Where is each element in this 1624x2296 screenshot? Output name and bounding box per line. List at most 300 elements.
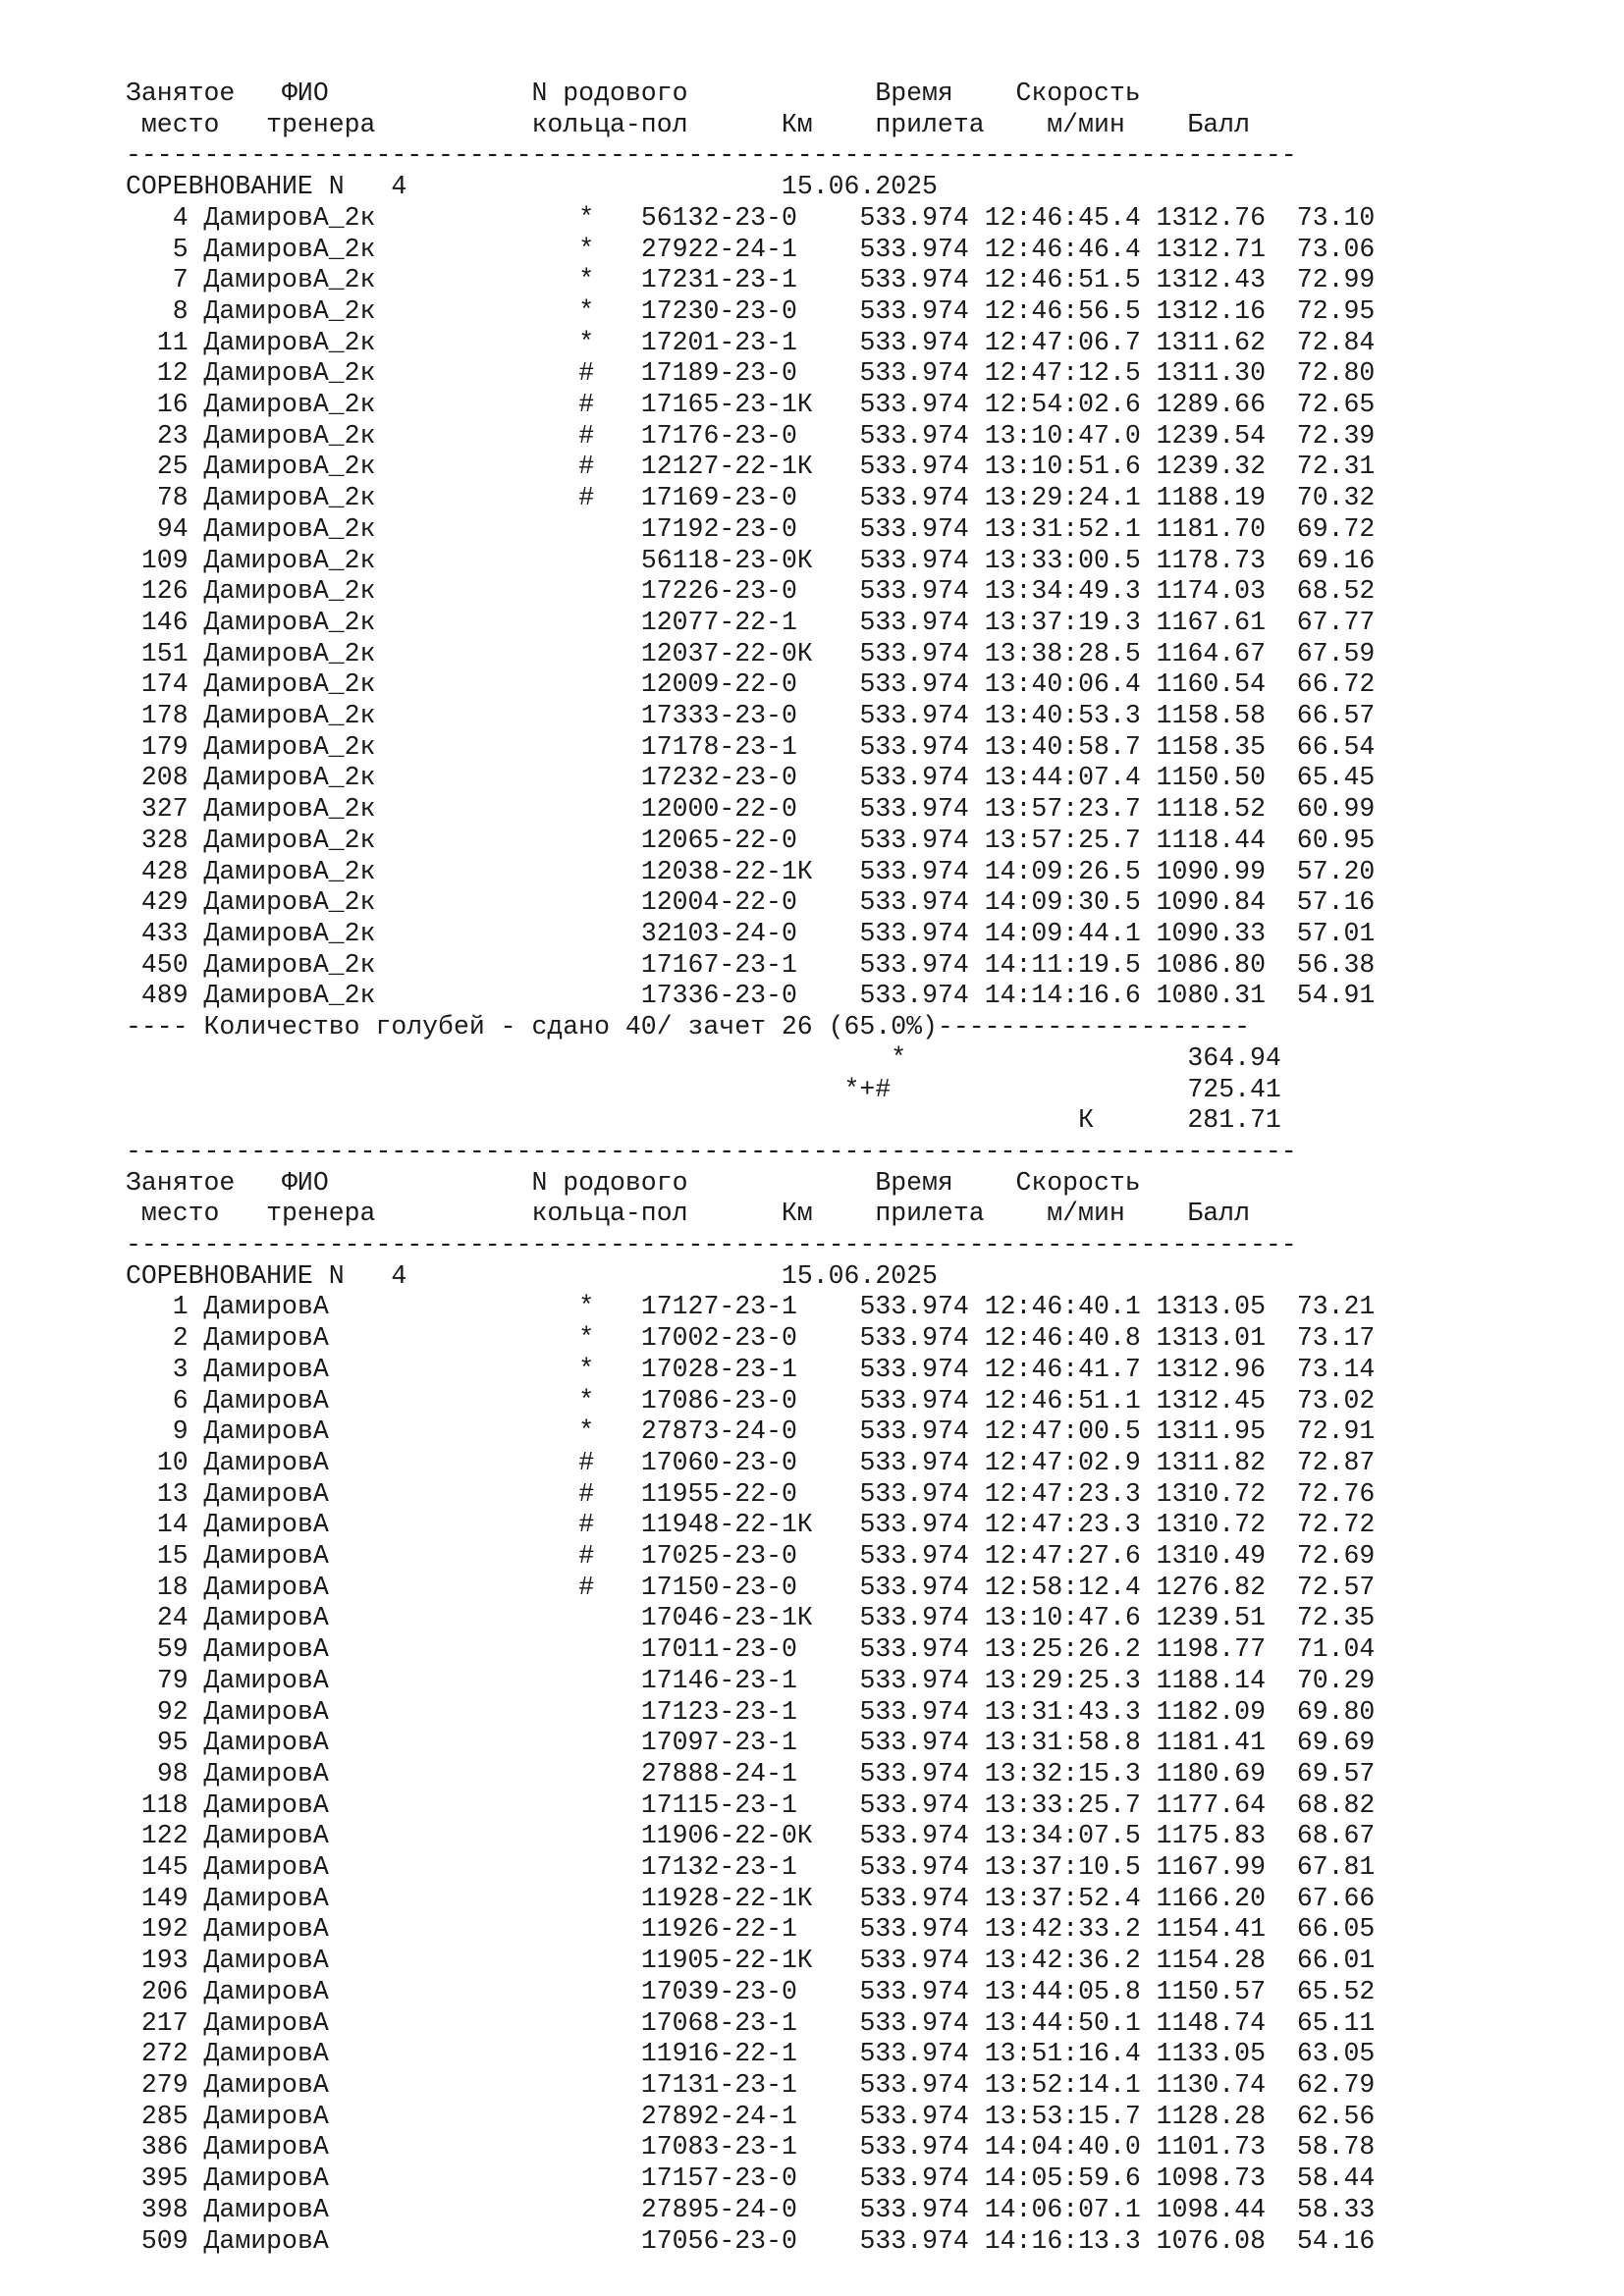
speed-cell: 1198.77: [1156, 1634, 1266, 1665]
trainer-cell: ДамировА: [203, 1323, 329, 1354]
time-cell: 13:37:19.3: [984, 607, 1141, 637]
trainer-cell: ДамировА_2к: [203, 794, 376, 825]
separator-line: ---------------------------------------------------------------------------: [126, 140, 1297, 171]
time-cell: 14:09:44.1: [984, 918, 1141, 948]
place-cell: 398: [140, 2194, 189, 2224]
speed-cell: 1154.41: [1156, 1914, 1266, 1945]
speed-cell: 1311.62: [1156, 327, 1266, 357]
place-cell: 395: [140, 2163, 189, 2194]
speed-cell: 1090.84: [1156, 887, 1266, 918]
score-cell: 69.16: [1296, 545, 1376, 575]
place-cell: 92: [156, 1696, 189, 1727]
place-cell: 5: [172, 234, 189, 264]
ring-cell: 17025-23-0: [640, 1541, 797, 1572]
score-cell: 58.78: [1296, 2132, 1376, 2163]
km-cell: 533.974: [859, 607, 969, 637]
score-cell: 66.54: [1296, 731, 1376, 762]
km-cell: 533.974: [859, 794, 969, 825]
ring-cell: 17068-23-1: [640, 2007, 797, 2038]
table-row: [126, 1448, 1375, 1477]
score-cell: 72.35: [1296, 1603, 1376, 1633]
place-cell: 208: [140, 763, 189, 793]
place-cell: 192: [140, 1914, 189, 1945]
score-cell: 66.72: [1296, 669, 1376, 700]
trainer-cell: ДамировА: [203, 1789, 329, 1820]
table-row: [126, 919, 1375, 948]
time-cell: 13:52:14.1: [984, 2070, 1141, 2100]
ring-cell: 11906-22-0К: [640, 1821, 813, 1851]
time-cell: 13:57:23.7: [984, 794, 1141, 825]
time-cell: 13:37:10.5: [984, 1852, 1141, 1883]
table-row: [126, 1292, 1375, 1321]
table-row: [126, 794, 1375, 824]
trainer-cell: ДамировА_2к: [203, 265, 376, 295]
ring-cell: 17039-23-0: [640, 1976, 797, 2006]
table-row: [126, 732, 1375, 762]
speed-cell: 1158.58: [1156, 701, 1266, 731]
time-cell: 14:09:30.5: [984, 887, 1141, 918]
speed-cell: 1118.52: [1156, 794, 1266, 825]
speed-cell: 1313.05: [1156, 1292, 1266, 1322]
trainer-cell: ДамировА: [203, 1758, 329, 1789]
place-cell: 146: [140, 607, 189, 637]
ring-cell: 12000-22-0: [640, 794, 797, 825]
km-cell: 533.974: [859, 390, 969, 420]
table-row: [126, 483, 1375, 512]
speed-cell: 1086.80: [1156, 949, 1266, 980]
results-report: [126, 79, 1375, 2257]
time-cell: 13:10:47.0: [984, 420, 1141, 451]
time-cell: 12:46:46.4: [984, 234, 1141, 264]
time-cell: 14:14:16.6: [984, 981, 1141, 1011]
km-cell: 533.974: [859, 1789, 969, 1820]
speed-cell: 1310.49: [1156, 1541, 1266, 1572]
time-cell: 12:46:40.1: [984, 1292, 1141, 1322]
score-cell: 72.87: [1296, 1447, 1376, 1477]
ring-cell: 17157-23-0: [640, 2163, 797, 2194]
time-cell: 13:31:43.3: [984, 1696, 1141, 1727]
table-row: [126, 546, 1375, 575]
ring-cell: 17189-23-0: [640, 358, 797, 389]
place-cell: 25: [156, 452, 189, 482]
time-cell: 12:47:12.5: [984, 358, 1141, 389]
speed-cell: 1090.99: [1156, 856, 1266, 886]
score-cell: 70.32: [1296, 483, 1376, 513]
time-cell: 13:38:28.5: [984, 638, 1141, 668]
ring-cell: 11905-22-1К: [640, 1946, 813, 1976]
place-cell: 14: [156, 1510, 189, 1540]
time-cell: 13:32:15.3: [984, 1758, 1141, 1789]
score-cell: 72.69: [1296, 1541, 1376, 1572]
speed-cell: 1311.95: [1156, 1416, 1266, 1447]
trainer-cell: ДамировА: [203, 1946, 329, 1976]
km-cell: 533.974: [859, 2070, 969, 2100]
km-cell: 533.974: [859, 763, 969, 793]
place-cell: 10: [156, 1447, 189, 1477]
place-cell: 78: [156, 483, 189, 513]
ring-cell: 17167-23-1: [640, 949, 797, 980]
score-cell: 57.20: [1296, 856, 1376, 886]
ring-cell: 17231-23-1: [640, 265, 797, 295]
time-cell: 13:51:16.4: [984, 2039, 1141, 2069]
speed-cell: 1312.96: [1156, 1354, 1266, 1384]
table-row: [126, 421, 1375, 451]
score-cell: 68.52: [1296, 576, 1376, 607]
ring-cell: 27873-24-0: [640, 1416, 797, 1447]
trainer-cell: ДамировА_2к: [203, 638, 376, 668]
trainer-cell: ДамировА_2к: [203, 856, 376, 886]
score-cell: 63.05: [1296, 2039, 1376, 2069]
ring-cell: 12127-22-1К: [640, 452, 813, 482]
place-cell: 149: [140, 1883, 189, 1913]
place-cell: 12: [156, 358, 189, 389]
table-row: [126, 857, 1375, 886]
ring-cell: 17150-23-0: [640, 1572, 797, 1602]
trainer-cell: ДамировА: [203, 2039, 329, 2069]
speed-cell: 1312.16: [1156, 295, 1266, 326]
km-cell: 533.974: [859, 2132, 969, 2163]
table-row: [126, 1790, 1375, 1820]
ring-cell: 17201-23-1: [640, 327, 797, 357]
time-cell: 14:09:26.5: [984, 856, 1141, 886]
place-cell: 126: [140, 576, 189, 607]
km-cell: 533.974: [859, 887, 969, 918]
table-row: [126, 1573, 1375, 1602]
place-cell: 145: [140, 1852, 189, 1883]
trainer-cell: ДамировА: [203, 1665, 329, 1695]
time-cell: 12:47:00.5: [984, 1416, 1141, 1447]
mark-cell: #: [578, 1541, 595, 1572]
speed-cell: 1164.67: [1156, 638, 1266, 668]
table-row: [126, 1697, 1375, 1727]
table-row: [126, 2226, 1375, 2256]
km-cell: 533.974: [859, 1478, 969, 1509]
ring-cell: 11926-22-1: [640, 1914, 797, 1945]
speed-cell: 1098.44: [1156, 2194, 1266, 2224]
table-row: [126, 826, 1375, 855]
km-cell: 533.974: [859, 2163, 969, 2194]
km-cell: 533.974: [859, 1852, 969, 1883]
table-row: [126, 1946, 1375, 1975]
trainer-cell: ДамировА: [203, 1852, 329, 1883]
ring-cell: 11948-22-1К: [640, 1510, 813, 1540]
place-cell: 509: [140, 2225, 189, 2256]
place-cell: 429: [140, 887, 189, 918]
mark-cell: *: [578, 327, 595, 357]
score-cell: 72.95: [1296, 295, 1376, 326]
km-cell: 533.974: [859, 1665, 969, 1695]
mark-cell: #: [578, 420, 595, 451]
table-row: [126, 1603, 1375, 1632]
score-cell: 72.91: [1296, 1416, 1376, 1447]
place-cell: 285: [140, 2101, 189, 2131]
speed-cell: 1130.74: [1156, 2070, 1266, 2100]
time-cell: 12:58:12.4: [984, 1572, 1141, 1602]
trainer-cell: ДамировА: [203, 1354, 329, 1384]
place-cell: 386: [140, 2132, 189, 2163]
trainer-cell: ДамировА: [203, 2163, 329, 2194]
trainer-cell: ДамировА_2к: [203, 949, 376, 980]
speed-cell: 1312.71: [1156, 234, 1266, 264]
place-cell: 7: [172, 265, 189, 295]
speed-cell: 1128.28: [1156, 2101, 1266, 2131]
mark-cell: #: [578, 1510, 595, 1540]
ring-cell: 27922-24-1: [640, 234, 797, 264]
ring-cell: 27895-24-0: [640, 2194, 797, 2224]
ring-cell: 12077-22-1: [640, 607, 797, 637]
place-cell: 179: [140, 731, 189, 762]
table-row: [126, 2163, 1375, 2193]
km-cell: 533.974: [859, 483, 969, 513]
mark-cell: *: [578, 295, 595, 326]
mark-cell: #: [578, 390, 595, 420]
ring-cell: 17178-23-1: [640, 731, 797, 762]
place-cell: 433: [140, 918, 189, 948]
score-cell: 73.21: [1296, 1292, 1376, 1322]
score-cell: 65.45: [1296, 763, 1376, 793]
place-cell: 151: [140, 638, 189, 668]
table-row: [126, 639, 1375, 668]
table-row: [126, 2102, 1375, 2131]
place-cell: 327: [140, 794, 189, 825]
time-cell: 14:04:40.0: [984, 2132, 1141, 2163]
score-cell: 54.91: [1296, 981, 1376, 1011]
trainer-cell: ДамировА_2к: [203, 358, 376, 389]
speed-cell: 1188.19: [1156, 483, 1266, 513]
place-cell: 94: [156, 513, 189, 544]
km-cell: 533.974: [859, 452, 969, 482]
table-row: [126, 390, 1375, 419]
km-cell: 533.974: [859, 576, 969, 607]
table-row: [126, 2195, 1375, 2224]
trainer-cell: ДамировА: [203, 1572, 329, 1602]
speed-cell: 1276.82: [1156, 1572, 1266, 1602]
km-cell: 533.974: [859, 1728, 969, 1758]
table-row: [126, 358, 1375, 388]
score-cell: 69.80: [1296, 1696, 1376, 1727]
table-row: [126, 1884, 1375, 1913]
score-cell: 69.57: [1296, 1758, 1376, 1789]
ring-cell: 17226-23-0: [640, 576, 797, 607]
trainer-cell: ДамировА_2к: [203, 513, 376, 544]
km-cell: 533.974: [859, 1354, 969, 1384]
place-cell: 95: [156, 1728, 189, 1758]
mark-cell: #: [578, 1572, 595, 1602]
total-value: 364.94: [1187, 1042, 1281, 1073]
trainer-cell: ДамировА_2к: [203, 607, 376, 637]
km-cell: 533.974: [859, 358, 969, 389]
table-row: [126, 576, 1375, 606]
ring-cell: 17131-23-1: [640, 2070, 797, 2100]
speed-cell: 1239.32: [1156, 452, 1266, 482]
speed-cell: 1118.44: [1156, 825, 1266, 855]
speed-cell: 1167.61: [1156, 607, 1266, 637]
place-cell: 2: [172, 1323, 189, 1354]
table-row: [126, 1852, 1375, 1882]
speed-cell: 1182.09: [1156, 1696, 1266, 1727]
time-cell: 12:46:51.5: [984, 265, 1141, 295]
table-row: [126, 296, 1375, 326]
time-cell: 13:42:33.2: [984, 1914, 1141, 1945]
place-cell: 9: [172, 1416, 189, 1447]
competition-date: 15.06.2025: [781, 172, 938, 202]
ring-cell: 17123-23-1: [640, 1696, 797, 1727]
ring-cell: 17165-23-1К: [640, 390, 813, 420]
km-cell: 533.974: [859, 295, 969, 326]
score-cell: 68.67: [1296, 1821, 1376, 1851]
place-cell: 3: [172, 1354, 189, 1384]
ring-cell: 17192-23-0: [640, 513, 797, 544]
km-cell: 533.974: [859, 2101, 969, 2131]
trainer-cell: ДамировА: [203, 1478, 329, 1509]
table-row: [126, 235, 1375, 264]
trainer-cell: ДамировА: [203, 1385, 329, 1415]
ring-cell: 12037-22-0К: [640, 638, 813, 668]
place-cell: 489: [140, 981, 189, 1011]
separator-line: ---------------------------------------------------------------------------: [126, 1136, 1297, 1166]
trainer-cell: ДамировА: [203, 2007, 329, 2038]
km-cell: 533.974: [859, 981, 969, 1011]
score-cell: 66.05: [1296, 1914, 1376, 1945]
table-row: [126, 1479, 1375, 1509]
score-cell: 60.95: [1296, 825, 1376, 855]
ring-cell: 17011-23-0: [640, 1634, 797, 1665]
trainer-cell: ДамировА: [203, 2194, 329, 2224]
trainer-cell: ДамировА: [203, 1634, 329, 1665]
time-cell: 13:57:25.7: [984, 825, 1141, 855]
time-cell: 13:31:58.8: [984, 1728, 1141, 1758]
place-cell: 193: [140, 1946, 189, 1976]
ring-cell: 17002-23-0: [640, 1323, 797, 1354]
score-cell: 72.99: [1296, 265, 1376, 295]
table-row: [126, 608, 1375, 637]
time-cell: 14:05:59.6: [984, 2163, 1141, 2194]
ring-cell: 27892-24-1: [640, 2101, 797, 2131]
km-cell: 533.974: [859, 1821, 969, 1851]
time-cell: 13:44:05.8: [984, 1976, 1141, 2006]
mark-cell: #: [578, 1478, 595, 1509]
place-cell: 328: [140, 825, 189, 855]
km-cell: 533.974: [859, 1447, 969, 1477]
ring-cell: 17097-23-1: [640, 1728, 797, 1758]
speed-cell: 1239.51: [1156, 1603, 1266, 1633]
table-row: [126, 763, 1375, 792]
trainer-cell: ДамировА: [203, 2101, 329, 2131]
table-row: [126, 1355, 1375, 1384]
speed-cell: 1174.03: [1156, 576, 1266, 607]
mark-cell: #: [578, 452, 595, 482]
time-cell: 13:40:58.7: [984, 731, 1141, 762]
time-cell: 12:46:51.1: [984, 1385, 1141, 1415]
place-cell: 18: [156, 1572, 189, 1602]
ring-cell: 17046-23-1К: [640, 1603, 813, 1633]
km-cell: 533.974: [859, 1976, 969, 2006]
trainer-cell: ДамировА_2к: [203, 234, 376, 264]
place-cell: 16: [156, 390, 189, 420]
km-cell: 533.974: [859, 949, 969, 980]
time-cell: 14:11:19.5: [984, 949, 1141, 980]
ring-cell: 11955-22-0: [640, 1478, 797, 1509]
place-cell: 4: [172, 202, 189, 233]
score-cell: 71.04: [1296, 1634, 1376, 1665]
ring-cell: 27888-24-1: [640, 1758, 797, 1789]
speed-cell: 1098.73: [1156, 2163, 1266, 2194]
ring-cell: 17028-23-1: [640, 1354, 797, 1384]
trainer-cell: ДамировА: [203, 2132, 329, 2163]
table-row: [126, 2070, 1375, 2100]
ring-cell: 56132-23-0: [640, 202, 797, 233]
speed-cell: 1150.57: [1156, 1976, 1266, 2006]
table-row: [126, 1510, 1375, 1539]
km-cell: 533.974: [859, 1572, 969, 1602]
place-cell: 98: [156, 1758, 189, 1789]
place-cell: 79: [156, 1665, 189, 1695]
km-cell: 533.974: [859, 1323, 969, 1354]
score-cell: 73.10: [1296, 202, 1376, 233]
table-row: [126, 1821, 1375, 1850]
trainer-cell: ДамировА: [203, 1447, 329, 1477]
trainer-cell: ДамировА_2к: [203, 420, 376, 451]
score-cell: 67.81: [1296, 1852, 1376, 1883]
place-cell: 1: [172, 1292, 189, 1322]
table-row: [126, 1666, 1375, 1695]
km-cell: 533.974: [859, 2194, 969, 2224]
speed-cell: 1188.14: [1156, 1665, 1266, 1695]
total-symbol: *: [891, 1042, 907, 1073]
score-cell: 62.56: [1296, 2101, 1376, 2131]
trainer-cell: ДамировА_2к: [203, 327, 376, 357]
km-cell: 533.974: [859, 1541, 969, 1572]
trainer-cell: ДамировА_2к: [203, 918, 376, 948]
speed-cell: 1312.76: [1156, 202, 1266, 233]
table-row: [126, 265, 1375, 294]
table-row: [126, 1541, 1375, 1571]
km-cell: 533.974: [859, 1634, 969, 1665]
time-cell: 12:47:27.6: [984, 1541, 1141, 1572]
trainer-cell: ДамировА_2к: [203, 981, 376, 1011]
time-cell: 13:44:07.4: [984, 763, 1141, 793]
speed-cell: 1080.31: [1156, 981, 1266, 1011]
table-row: [126, 887, 1375, 917]
mark-cell: *: [578, 234, 595, 264]
trainer-cell: ДамировА: [203, 1510, 329, 1540]
time-cell: 12:46:40.8: [984, 1323, 1141, 1354]
table-row: [126, 1914, 1375, 1944]
trainer-cell: ДамировА: [203, 2225, 329, 2256]
table-row: [126, 1728, 1375, 1757]
score-cell: 57.01: [1296, 918, 1376, 948]
mark-cell: *: [578, 1323, 595, 1354]
time-cell: 13:42:36.2: [984, 1946, 1141, 1976]
table-row: [126, 328, 1375, 357]
score-cell: 72.65: [1296, 390, 1376, 420]
ring-cell: 17336-23-0: [640, 981, 797, 1011]
ring-cell: 12065-22-0: [640, 825, 797, 855]
score-cell: 69.69: [1296, 1728, 1376, 1758]
speed-cell: 1178.73: [1156, 545, 1266, 575]
competition-title: СОРЕВНОВАНИЕ N 4: [126, 1260, 407, 1291]
score-cell: 72.80: [1296, 358, 1376, 389]
trainer-cell: ДамировА_2к: [203, 576, 376, 607]
time-cell: 12:47:06.7: [984, 327, 1141, 357]
table-row: [126, 981, 1375, 1010]
mark-cell: #: [578, 1447, 595, 1477]
ring-cell: 11928-22-1К: [640, 1883, 813, 1913]
time-cell: 12:47:23.3: [984, 1478, 1141, 1509]
score-cell: 60.99: [1296, 794, 1376, 825]
time-cell: 13:53:15.7: [984, 2101, 1141, 2131]
ring-cell: 17333-23-0: [640, 701, 797, 731]
